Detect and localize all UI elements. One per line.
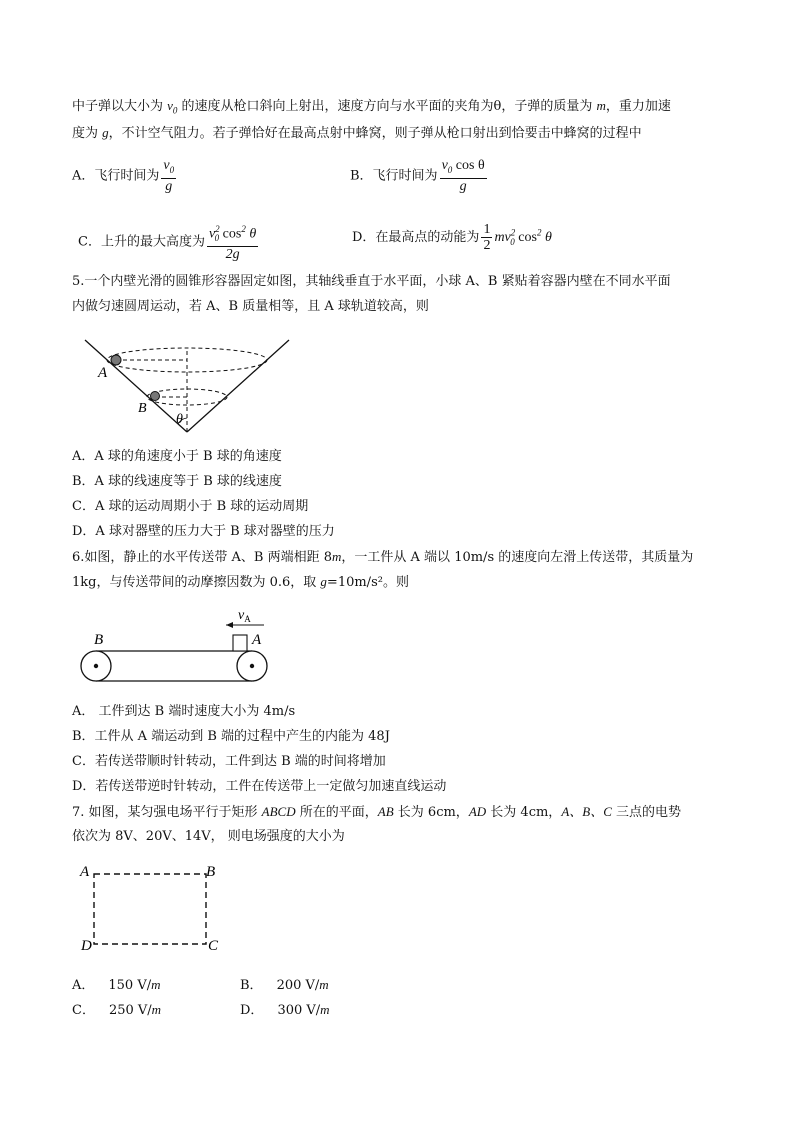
label-a: A <box>80 864 90 880</box>
fraction: $\frac{v^2_0 \cos^2 \theta}{2g}$ <box>208 224 257 263</box>
points-abc: A、B、C <box>561 804 612 819</box>
q4-stem-text: 中子弹以大小为 <box>72 99 168 114</box>
label-c: C <box>208 938 219 954</box>
q5-stem-line2: 内做匀速圆周运动，若 A、B 质量相等，且 A 球轨道较高，则 <box>72 299 429 314</box>
q5-option-b[interactable]: B．A 球的线速度等于 B 球的线速度 <box>72 474 282 489</box>
kinetic-energy-expr: $mv^2_0$ $\cos^2 \theta$ <box>494 227 552 247</box>
q4-option-c[interactable] <box>78 222 260 262</box>
unit-m: m <box>319 977 329 992</box>
conveyor-diagram <box>78 604 278 686</box>
segment-ad: AD <box>468 804 487 819</box>
g-symbol: g <box>320 574 327 589</box>
option-label: D．在最高点的动能为 <box>352 230 480 245</box>
q7-stem-text: 长为 6cm， <box>393 805 469 820</box>
cone-wall-left <box>85 340 187 432</box>
v0-symbol: $v_0$ <box>167 98 178 116</box>
q6-stem-text: =10m/s²。则 <box>326 575 409 590</box>
q6-option-b[interactable]: B．工件从 A 端运动到 B 端的过程中产生的内能为 48J <box>72 729 390 744</box>
workpiece-block <box>233 635 247 651</box>
option-letter: D． <box>240 1003 264 1018</box>
option-letter: A． <box>72 978 95 993</box>
q5-stem-line1: 5.一个内壁光滑的圆锥形容器固定如图，其轴线垂直于水平面，小球 A、B 紧贴着容器内壁在不同水平面 <box>72 274 671 289</box>
q7-option-d[interactable] <box>240 1001 330 1020</box>
q5-option-a[interactable]: A．A 球的角速度小于 B 球的角速度 <box>72 449 282 464</box>
q7-stem-text: 7. 如图，某匀强电场平行于矩形 <box>72 805 262 820</box>
option-letter: C． <box>72 1003 95 1018</box>
label-b: B <box>94 632 104 648</box>
unit-m: m <box>332 549 342 564</box>
q5-option-c[interactable]: C．A 球的运动周期小于 B 球的运动周期 <box>72 499 309 514</box>
q4-stem-line1 <box>72 97 671 120</box>
option-value: 250 V/ <box>108 1003 152 1018</box>
q6-option-d[interactable]: D．若传送带逆时针转动，工件在传送带上一定做匀加速直线运动 <box>72 779 447 794</box>
option-label: B．飞行时间为 <box>350 168 438 184</box>
segment-ab: AB <box>377 804 394 819</box>
q7-option-a[interactable] <box>72 976 161 995</box>
q4-stem-text: 的速度从枪口斜向上射出，速度方向与水平面的夹角为θ，子弹的质量为 <box>177 99 597 114</box>
q7-stem-text: 长为 4cm， <box>486 805 562 820</box>
fraction: $\frac{v_0 \cos \theta}{g}$ <box>441 158 485 194</box>
label-b: B <box>138 401 147 416</box>
mass-symbol: m <box>596 98 606 113</box>
q6-stem-text: 1kg，与传送带间的动摩擦因数为 0.6，取 <box>72 575 321 590</box>
q7-option-c[interactable] <box>72 1001 161 1020</box>
q4-option-b[interactable] <box>350 158 489 194</box>
q4-stem-line2 <box>72 124 642 143</box>
q7-stem-text: 所在的平面， <box>295 805 378 820</box>
label-va: $v_A$ <box>238 608 251 624</box>
q7-option-b[interactable] <box>240 976 329 995</box>
rectangle-abcd <box>94 874 206 944</box>
q7-stem-text: 三点的电势 <box>611 805 682 820</box>
label-theta: θ <box>176 412 183 427</box>
q6-stem-line1 <box>72 548 693 567</box>
unit-m: m <box>151 1002 162 1017</box>
option-value: 300 V/ <box>277 1003 321 1018</box>
ball-a <box>111 355 121 365</box>
q4-stem-text: ，重力加速 <box>605 99 671 114</box>
q5-option-d[interactable]: D．A 球对器壁的压力大于 B 球对器壁的压力 <box>72 524 335 539</box>
rect-name: ABCD <box>261 804 296 819</box>
ball-b <box>151 392 160 401</box>
unit-m: m <box>320 1002 330 1017</box>
unit-m: m <box>151 977 161 992</box>
cone-wall-right <box>187 340 289 432</box>
option-label: C．上升的最大高度为 <box>78 234 205 250</box>
q7-stem-line1 <box>72 803 681 822</box>
velocity-arrowhead <box>226 622 233 628</box>
option-letter: B． <box>240 978 263 993</box>
pulley-a-axle <box>250 664 254 668</box>
q4-stem-text: 度为 <box>72 126 103 141</box>
option-value: 200 V/ <box>276 978 320 993</box>
q4-stem-text: ，不计空气阻力。若子弹恰好在最高点射中蜂窝，则子弹从枪口射出到恰要击中蜂窝的过程中 <box>108 126 642 141</box>
q7-stem-line2: 依次为 8V、20V、14V， 则电场强度的大小为 <box>72 829 345 844</box>
q4-option-d[interactable] <box>352 222 552 253</box>
q4-option-a[interactable] <box>72 158 178 194</box>
q6-option-c[interactable]: C．若传送带顺时针转动，工件到达 B 端的时间将增加 <box>72 754 386 769</box>
option-value: 150 V/ <box>108 978 152 993</box>
q6-stem-text: 6.如图，静止的水平传送带 A、B 两端相距 8 <box>72 550 333 565</box>
label-b: B <box>206 864 216 880</box>
q6-stem-text: ，一工件从 A 端以 10m/s 的速度向左滑上传送带，其质量为 <box>341 550 694 565</box>
fraction: $\frac{1}{2}$ <box>483 222 491 253</box>
g-symbol: g <box>102 125 109 140</box>
q6-option-a[interactable]: A． 工件到达 B 端时速度大小为 4m/s <box>72 704 296 719</box>
fraction: $\frac{v_0}{g}$ <box>163 158 175 194</box>
pulley-b-axle <box>94 664 98 668</box>
label-a: A <box>252 632 262 648</box>
label-d: D <box>81 938 92 954</box>
q6-stem-line2 <box>72 573 409 592</box>
option-label: A．飞行时间为 <box>72 168 160 184</box>
label-a: A <box>98 365 108 381</box>
rectangle-diagram <box>78 862 228 958</box>
cone-diagram <box>80 332 300 442</box>
